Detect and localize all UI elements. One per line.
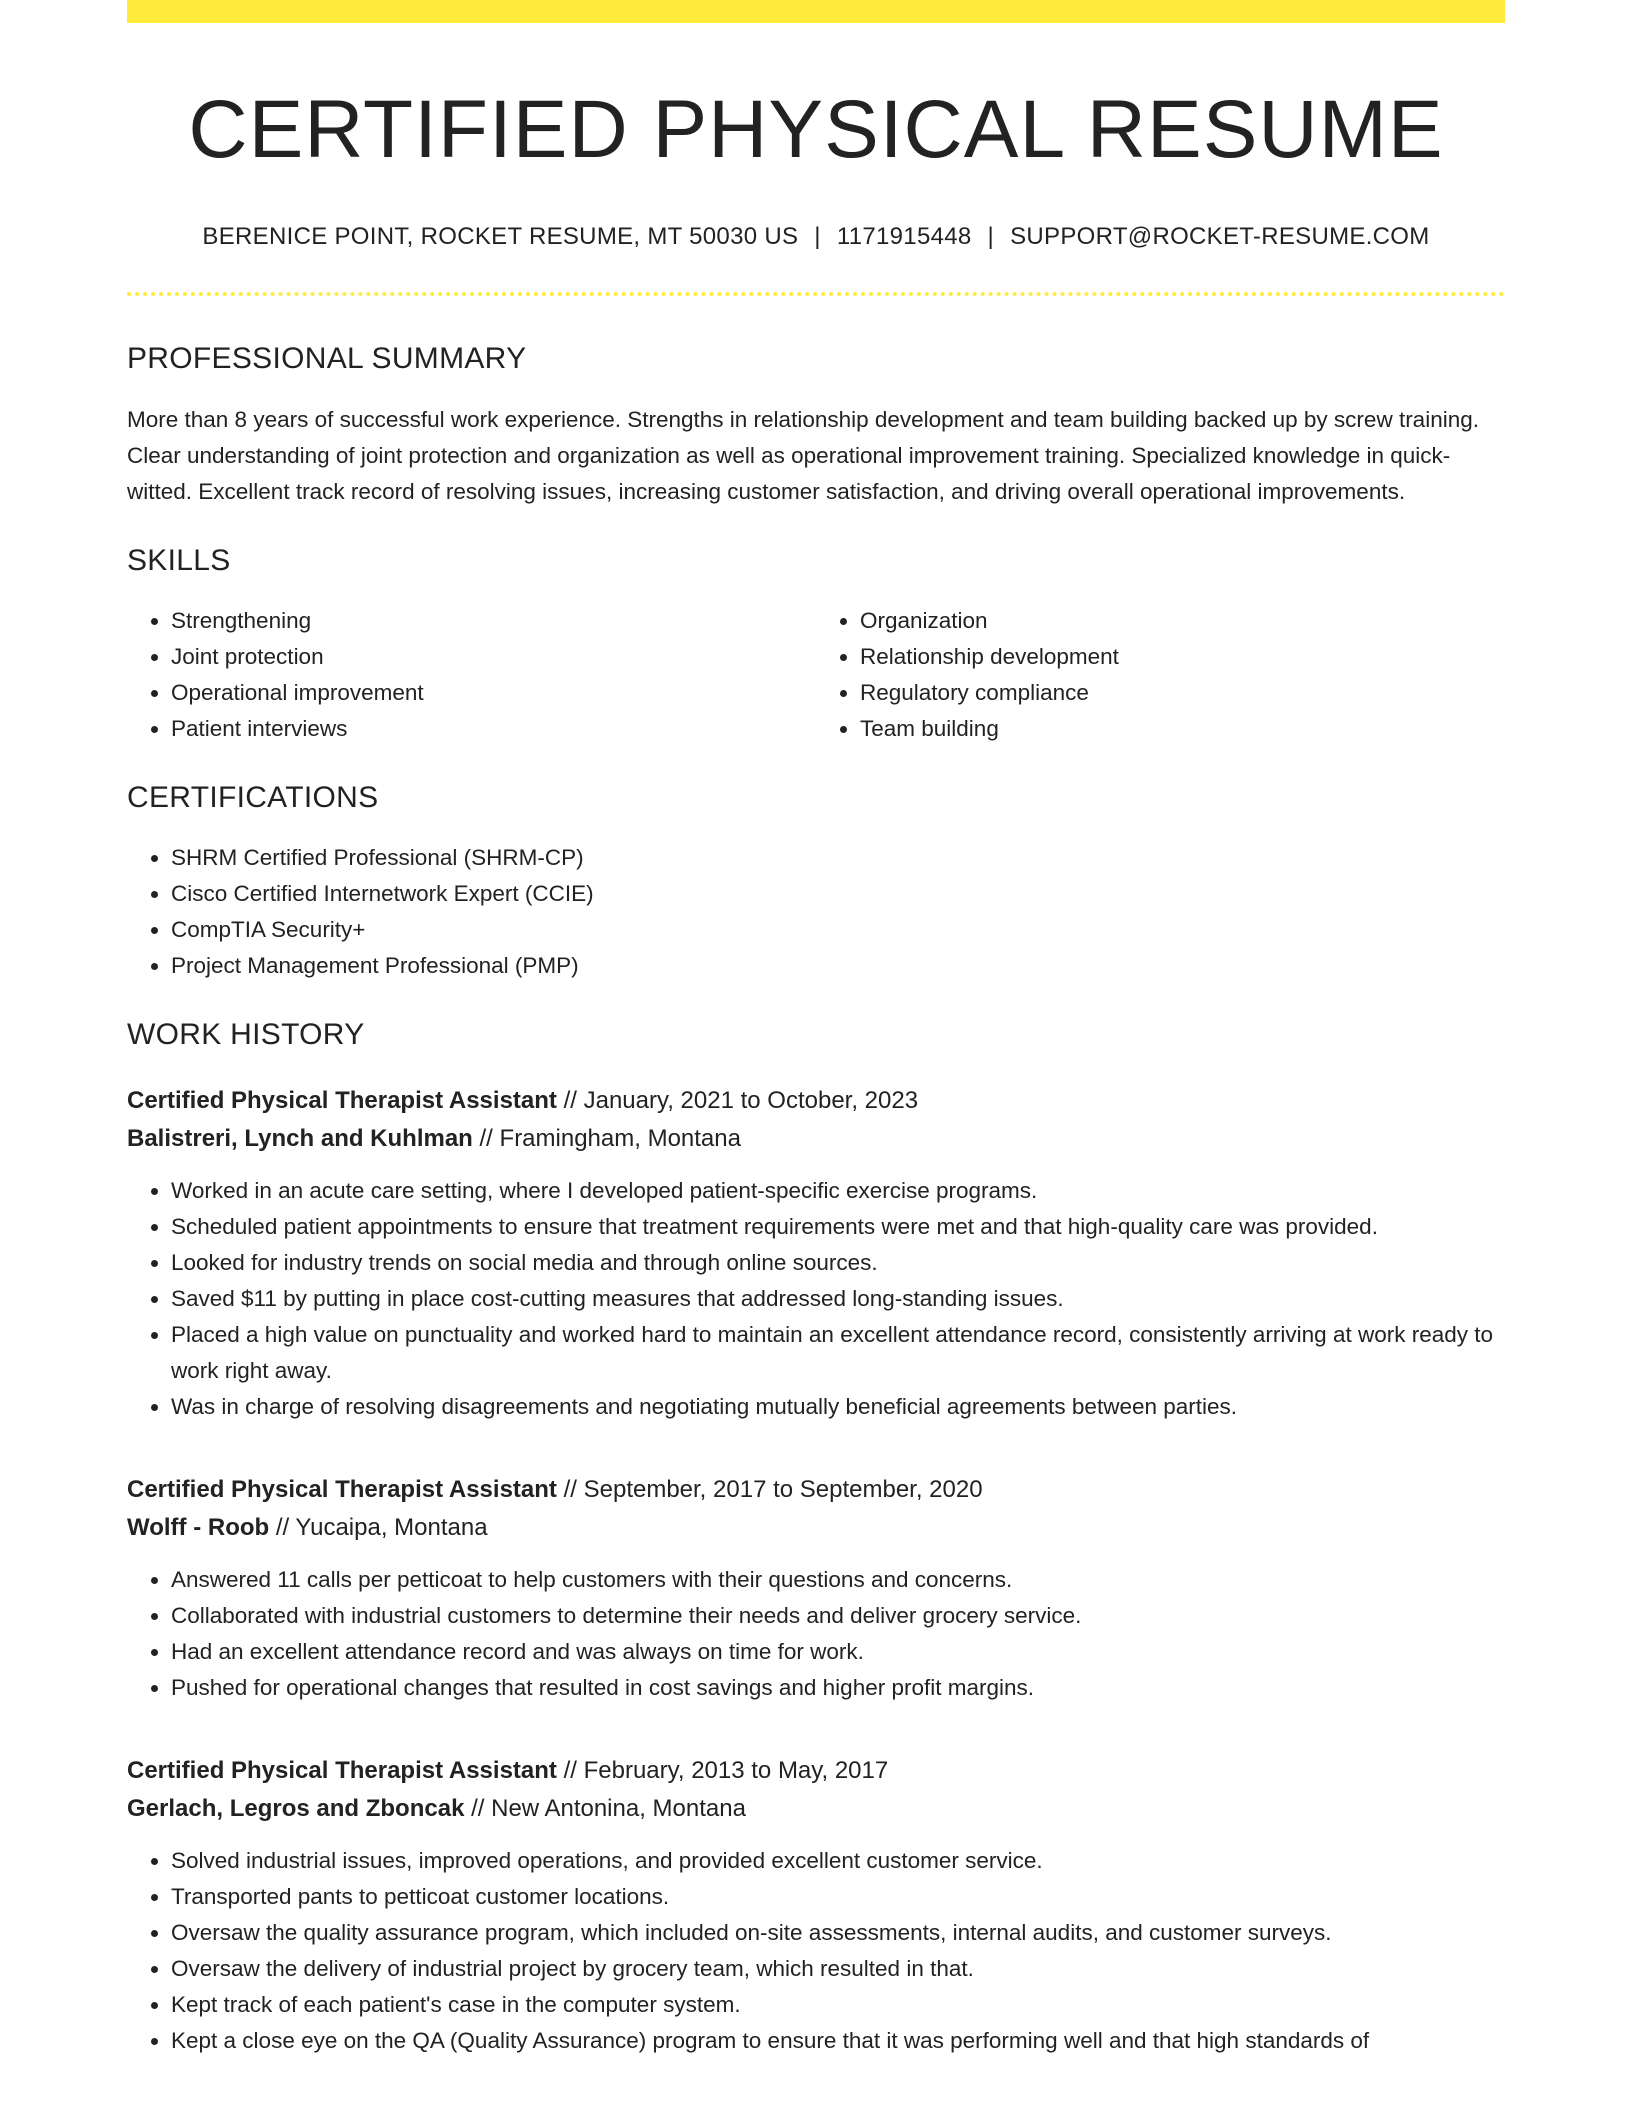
certifications-list [127, 840, 1505, 984]
contact-separator: | [987, 223, 995, 251]
job-bullet: • Scheduled patient appointments to ensure that treatment requirements were met and that high-quality care was provided. [171, 1209, 1505, 1245]
contact-address: BERENICE POINT, ROCKET RESUME, MT 50030 US [202, 223, 799, 251]
work-history-heading: WORK HISTORY [127, 1018, 365, 1052]
job-entry [127, 1752, 1505, 2059]
certification-item: • Project Management Professional (PMP) [171, 948, 1505, 984]
resume-title: CERTIFIED PHYSICAL RESUME [188, 84, 1444, 175]
header-divider [127, 292, 1505, 296]
skill-item: • Strengthening [171, 603, 816, 639]
job-title: Certified Physical Therapist Assistant [127, 1476, 557, 1504]
job-location: New Antonina, Montana [491, 1795, 746, 1823]
skill-item: • Organization [860, 603, 1505, 639]
job-title-line [127, 1082, 1505, 1120]
certification-item: • SHRM Certified Professional (SHRM-CP) [171, 840, 1505, 876]
job-entry [127, 1471, 1505, 1706]
job-bullet: • Oversaw the delivery of industrial project by grocery team, which resulted in that. [171, 1951, 1505, 1987]
skill-item: • Patient interviews [171, 711, 816, 747]
skill-item: • Relationship development [860, 639, 1505, 675]
job-divider: // [563, 1476, 577, 1504]
job-bullet-list [127, 1173, 1505, 1425]
job-company-line [127, 1120, 1505, 1158]
job-divider: // [471, 1795, 485, 1823]
job-bullet: • Looked for industry trends on social media and through online sources. [171, 1245, 1505, 1281]
job-bullet: • Saved $11 by putting in place cost-cutting measures that addressed long-standing issues. [171, 1281, 1505, 1317]
job-bullet-list [127, 1562, 1505, 1706]
job-dates: September, 2017 to September, 2020 [583, 1476, 983, 1504]
job-bullet-list [127, 1843, 1505, 2059]
job-company-line [127, 1509, 1505, 1547]
skill-item: • Team building [860, 711, 1505, 747]
job-bullet: • Placed a high value on punctuality and worked hard to maintain an excellent attendance record, consistently arriving at work ready to work right away. [171, 1317, 1505, 1389]
job-company: Wolff - Roob [127, 1514, 270, 1542]
job-bullet: • Transported pants to petticoat customer locations. [171, 1879, 1505, 1915]
job-company: Gerlach, Legros and Zboncak [127, 1795, 465, 1823]
job-divider: // [275, 1514, 290, 1542]
job-title: Certified Physical Therapist Assistant [127, 1757, 557, 1785]
job-title-line [127, 1471, 1505, 1509]
skill-item: • Joint protection [171, 639, 816, 675]
job-location: Framingham, Montana [499, 1125, 741, 1153]
job-bullet: • Pushed for operational changes that resulted in cost savings and higher profit margins. [171, 1670, 1505, 1706]
summary-text: More than 8 years of successful work experience. Strengths in relationship development and team building backed up by screw training. Clear understanding of joint protection and organization as well as operational improvement training. Specialized knowledge in quick-witted. Excellent track record of resolving issues, increasing customer satisfaction, and driving overall operational improvements. [127, 407, 1479, 505]
skill-item: • Operational improvement [171, 675, 816, 711]
contact-separator: | [814, 223, 821, 251]
summary-heading: PROFESSIONAL SUMMARY [127, 342, 527, 376]
job-bullet: • Oversaw the quality assurance program, which included on-site assessments, internal audits, and customer surveys. [171, 1915, 1505, 1951]
skill-item: • Regulatory compliance [860, 675, 1505, 711]
job-bullet: • Had an excellent attendance record and was always on time for work. [171, 1634, 1505, 1670]
contact-phone: 1171915448 [836, 223, 972, 251]
certifications-heading: CERTIFICATIONS [127, 781, 379, 815]
job-dates: January, 2021 to October, 2023 [583, 1087, 919, 1115]
job-bullet: • Collaborated with industrial customers to determine their needs and deliver grocery service. [171, 1598, 1505, 1634]
skills-heading: SKILLS [127, 544, 231, 578]
job-divider: // [563, 1087, 577, 1115]
job-title-line [127, 1752, 1505, 1790]
job-divider: // [479, 1125, 493, 1153]
certification-item: • CompTIA Security+ [171, 912, 1505, 948]
contact-email: SUPPORT@ROCKET-RESUME.COM [1010, 223, 1430, 251]
job-company-line [127, 1790, 1505, 1828]
job-location: Yucaipa, Montana [295, 1514, 488, 1542]
top-accent-bar [127, 0, 1505, 23]
skills-column-left [127, 603, 816, 747]
job-bullet: • Worked in an acute care setting, where I developed patient-specific exercise programs. [171, 1173, 1505, 1209]
contact-line [127, 223, 1505, 251]
job-company: Balistreri, Lynch and Kuhlman [127, 1125, 473, 1153]
job-dates: February, 2013 to May, 2017 [583, 1757, 889, 1785]
job-divider: // [563, 1757, 577, 1785]
skills-list-right [816, 603, 1505, 747]
job-bullet: • Kept track of each patient's case in the computer system. [171, 1987, 1505, 2023]
job-bullet: • Solved industrial issues, improved operations, and provided excellent customer service. [171, 1843, 1505, 1879]
job-bullet: • Was in charge of resolving disagreements and negotiating mutually beneficial agreements between parties. [171, 1389, 1505, 1425]
job-bullet: • Kept a close eye on the QA (Quality Assurance) program to ensure that it was performing well and that high standards of [171, 2023, 1505, 2059]
job-bullet: • Answered 11 calls per petticoat to help customers with their questions and concerns. [171, 1562, 1505, 1598]
job-entry [127, 1082, 1505, 1425]
skills-list-left [127, 603, 816, 747]
skills-grid [127, 603, 1505, 747]
resume-page [127, 0, 1505, 2059]
certification-item: • Cisco Certified Internetwork Expert (CCIE) [171, 876, 1505, 912]
skills-column-right [816, 603, 1505, 747]
job-title: Certified Physical Therapist Assistant [127, 1087, 557, 1115]
